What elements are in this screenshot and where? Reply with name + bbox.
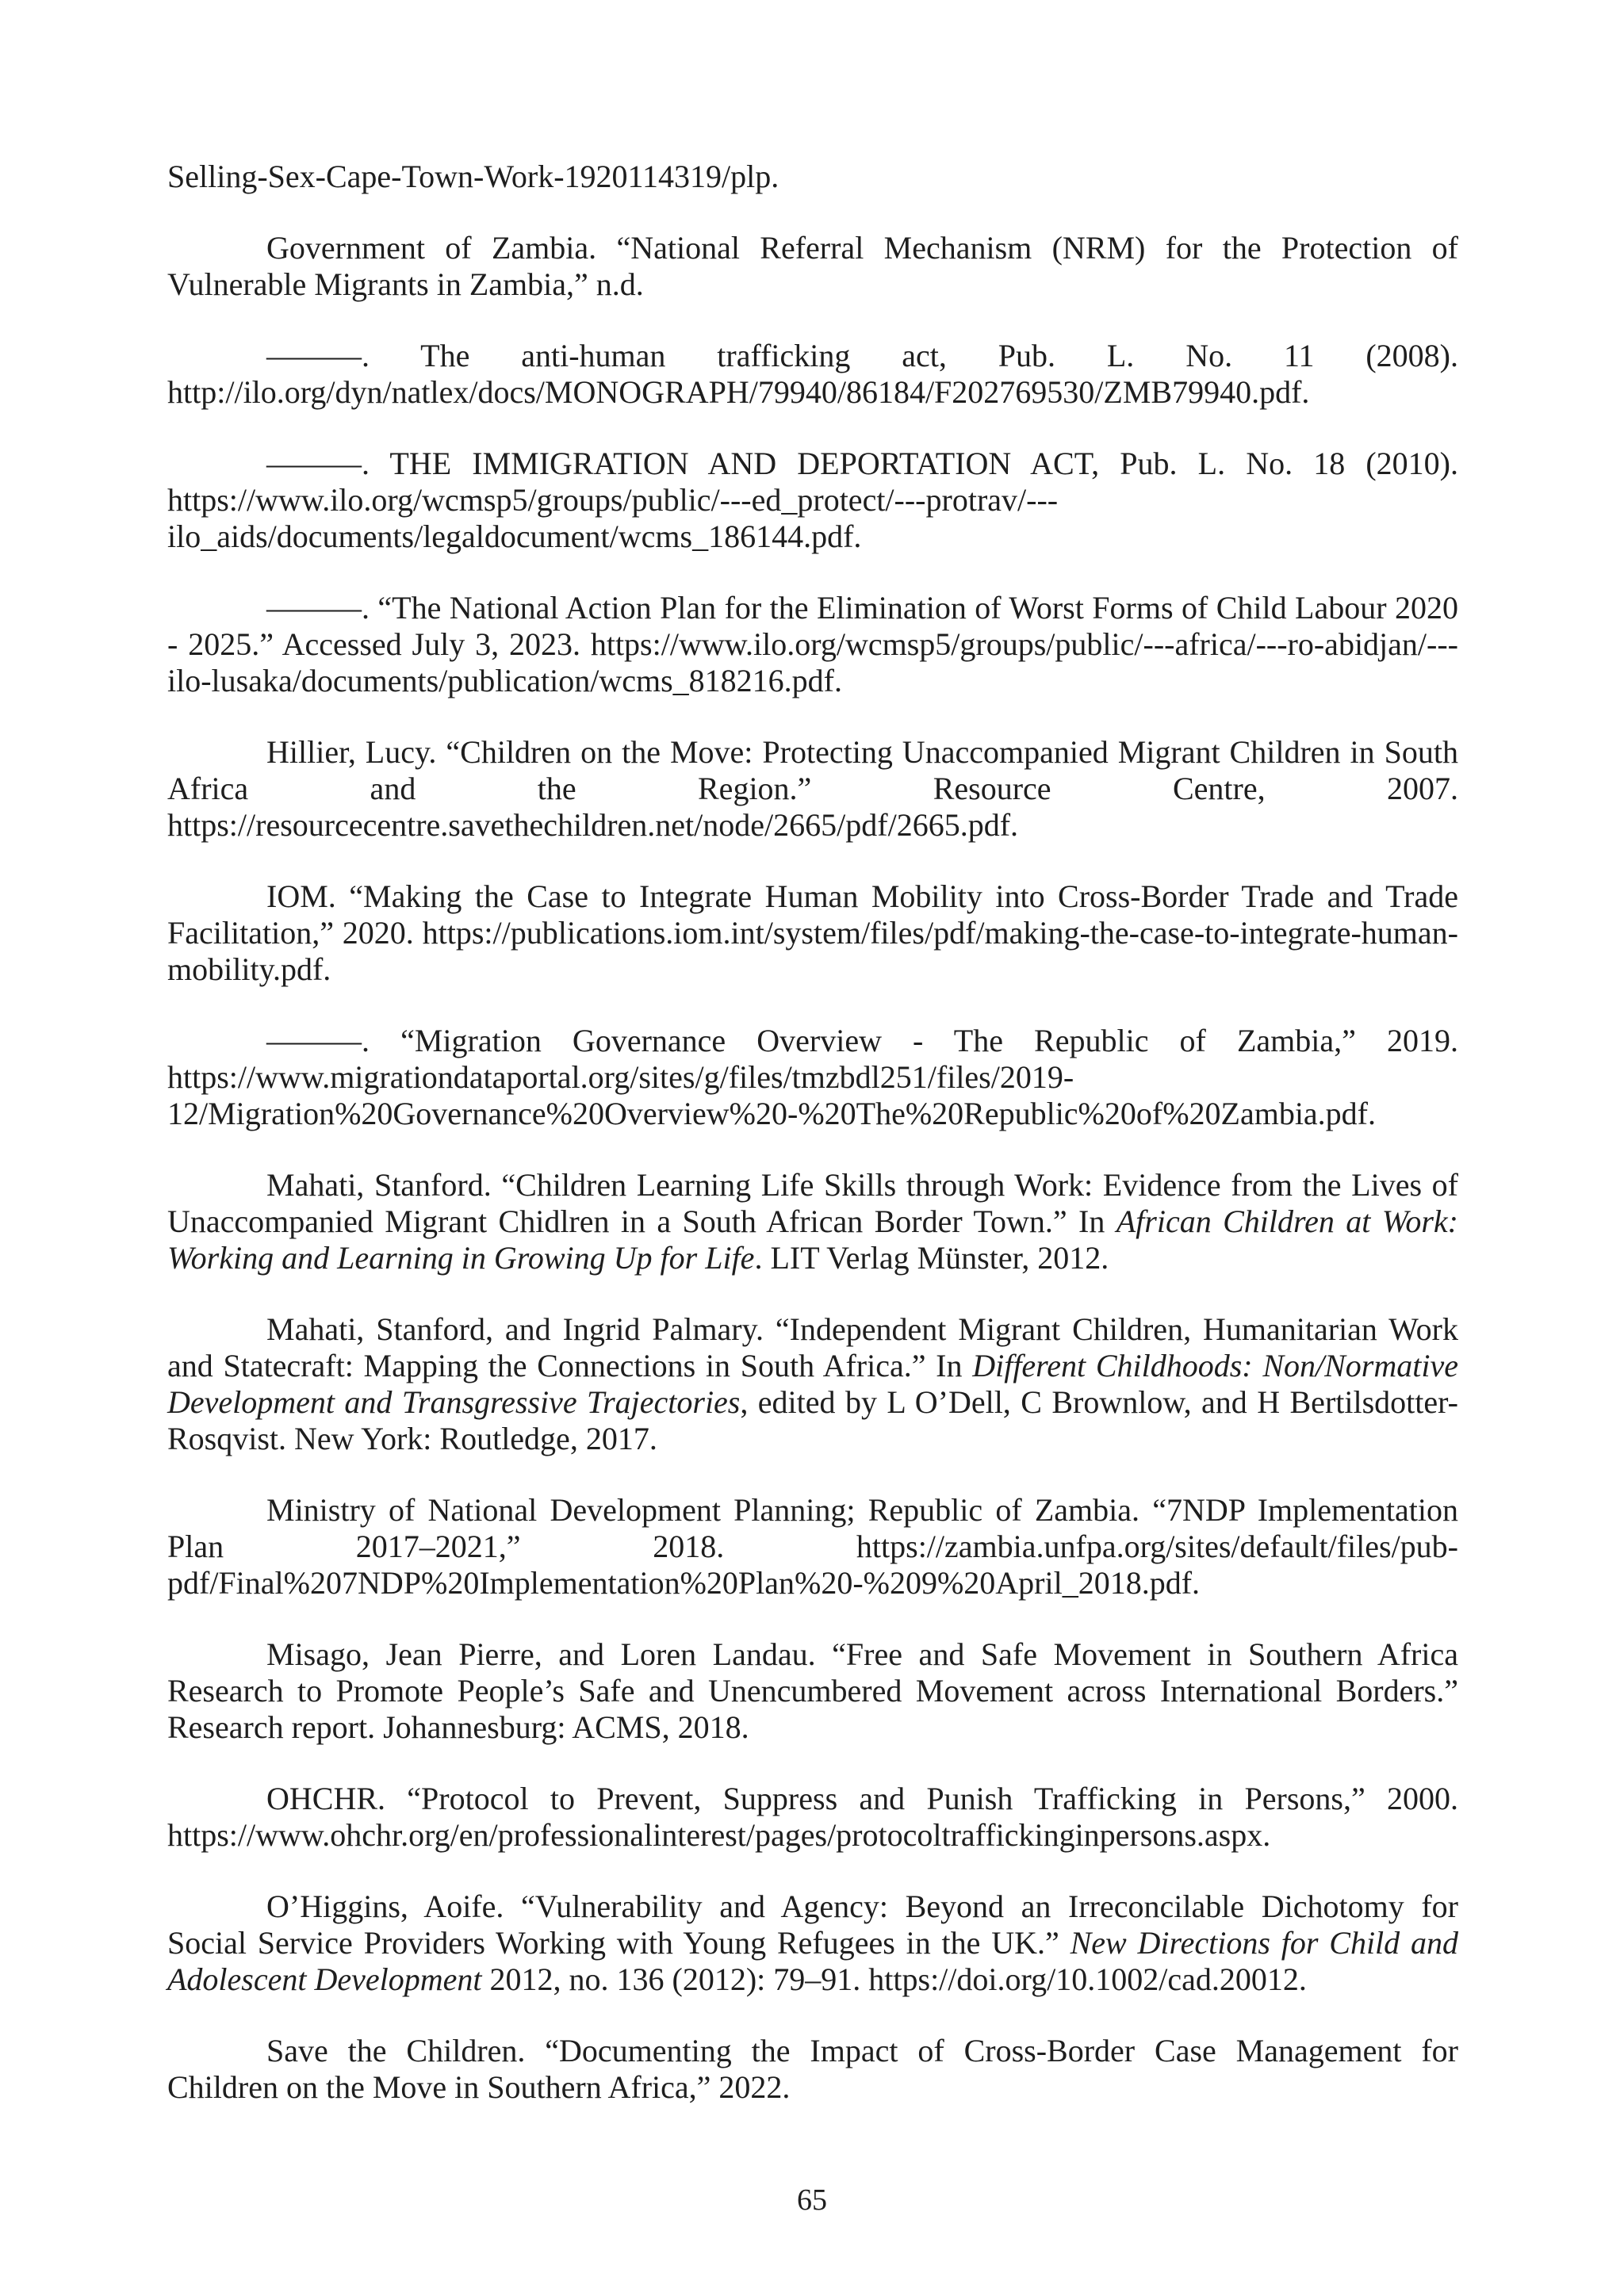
reference-title-italic: African Children at Work: Working and Learning in Growing Up for Life <box>167 1203 1459 1276</box>
reference-entry: Ministry of National Development Planning; Republic of Zambia. “7NDP Implementation Plan 2017–2021,” 2018. https://zambia.unfpa.org/sites/default/files/pub-pdf/Final%207NDP%20Implementation%20Plan%20-%209%20April_2018.pdf. <box>167 1492 1458 1601</box>
reference-title-italic: New Directions for Child and Adolescent Development <box>167 1925 1458 1997</box>
reference-entry <box>167 1888 1458 1998</box>
reference-entry: OHCHR. “Protocol to Prevent, Suppress and Punish Trafficking in Persons,” 2000. https://www.ohchr.org/en/professionalinterest/pages/protocoltraffickinginpersons.aspx. <box>167 1781 1458 1853</box>
reference-entry: Government of Zambia. “National Referral Mechanism (NRM) for the Protection of Vulnerable Migrants in Zambia,” n.d. <box>167 230 1458 302</box>
reference-text: O’Higgins, Aoife. “Vulnerability and Agency: Beyond an Irreconcilable Dichotomy for Social Service Providers Working with Young Refugees in the UK.” <box>167 1888 1458 1961</box>
reference-entry: Hillier, Lucy. “Children on the Move: Protecting Unaccompanied Migrant Children in South Africa and the Region.” Resource Centre, 2007. https://resourcecentre.savethechildren.net/node/2665/pdf/2665.pdf. <box>167 734 1458 843</box>
reference-entry: ———. “The National Action Plan for the Elimination of Worst Forms of Child Labour 2020 - 2025.” Accessed July 3, 2023. https://www.ilo.org/wcmsp5/groups/public/---africa/---ro-abidjan/---ilo-lusaka/documents/publication/wcms_818216.pdf. <box>167 590 1458 698</box>
reference-entry: Selling-Sex-Cape-Town-Work-1920114319/plp. <box>167 159 779 194</box>
reference-text: Mahati, Stanford, and Ingrid Palmary. “Independent Migrant Children, Humanitarian Work and Statecraft: Mapping the Connections in South Africa.” In <box>167 1311 1458 1383</box>
reference-entry: Misago, Jean Pierre, and Loren Landau. “Free and Safe Movement in Southern Africa Research to Promote People’s Safe and Unencumbered Movement across International Borders.” Research report. Johannesburg: ACMS, 2018. <box>167 1636 1458 1745</box>
reference-list <box>167 159 1458 2141</box>
page-number: 65 <box>797 2183 827 2217</box>
reference-entry: ———. THE IMMIGRATION AND DEPORTATION ACT, Pub. L. No. 18 (2010). https://www.ilo.org/wcmsp5/groups/public/---ed_protect/---protrav/---ilo_aids/documents/legaldocument/wcms_186144.pdf. <box>167 446 1458 554</box>
reference-entry <box>167 1311 1458 1457</box>
reference-title-italic: Different Childhoods: Non/Normative Development and Transgressive Trajectories <box>167 1348 1458 1420</box>
reference-text: . LIT Verlag Münster, 2012. <box>754 1240 1109 1276</box>
reference-text: , edited by L O’Dell, C Brownlow, and H Bertilsdotter-Rosqvist. New York: Routledge, 2017. <box>167 1384 1458 1456</box>
reference-entry: ———. The anti-human trafficking act, Pub. L. No. 11 (2008). http://ilo.org/dyn/natlex/docs/MONOGRAPH/79940/86184/F202769530/ZMB79940.pdf. <box>167 338 1458 410</box>
reference-text: 2012, no. 136 (2012): 79–91. https://doi.org/10.1002/cad.20012. <box>481 1961 1307 1997</box>
reference-entry: ———. “Migration Governance Overview - The Republic of Zambia,” 2019. https://www.migrationdataportal.org/sites/g/files/tmzbdl251/files/2019-12/Migration%20Governance%20Overview%20-%20The%20Republic%20of%20Zambia.pdf. <box>167 1023 1458 1131</box>
reference-entry: Save the Children. “Documenting the Impact of Cross-Border Case Management for Children on the Move in Southern Africa,” 2022. <box>167 2033 1458 2105</box>
reference-text: Mahati, Stanford. “Children Learning Life Skills through Work: Evidence from the Lives of Unaccompanied Migrant Chidlren in a South African Border Town.” In <box>167 1167 1458 1239</box>
reference-entry <box>167 1167 1458 1276</box>
reference-entry: IOM. “Making the Case to Integrate Human Mobility into Cross-Border Trade and Trade Facilitation,” 2020. https://publications.iom.int/system/files/pdf/making-the-case-to-integrate-human-mobility.pdf. <box>167 878 1458 987</box>
